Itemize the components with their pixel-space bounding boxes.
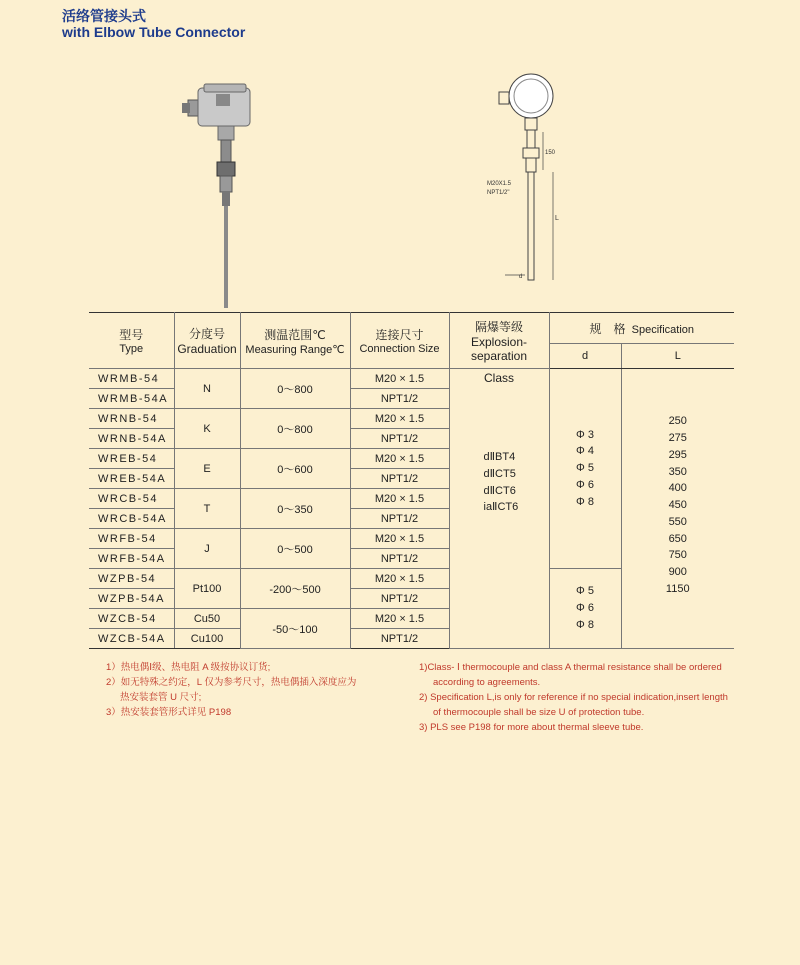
header-explosion: 隔爆等级 Explosion- separation: [449, 313, 549, 369]
header-range: 测温范围℃ Measuring Range℃: [240, 313, 350, 369]
range-cell: -50～100: [240, 609, 350, 649]
range-cell: -200～500: [240, 569, 350, 609]
connection-cell: M20 × 1.5: [350, 489, 449, 509]
type-cell: WRNB-54: [89, 409, 174, 429]
notes-cn: 1）热电偶Ⅰ级、热电阻 A 级按协议订货; 2）如无特殊之约定，L 仅为参考尺寸，热电偶插入深度应为 热安装套管 U 尺寸; 3）热安装套管形式详见 P198: [106, 662, 357, 718]
product-photo: [180, 70, 260, 310]
d-cell-group2: Φ 5 Φ 6 Φ 8: [549, 569, 621, 649]
type-cell: WZPB-54A: [89, 589, 174, 609]
type-cell: WRFB-54: [89, 529, 174, 549]
type-cell: WRNB-54A: [89, 429, 174, 449]
connection-cell: M20 × 1.5: [350, 529, 449, 549]
graduation-cell: E: [174, 449, 240, 489]
L-cell: 250 275 295 350 400 450 550 650 750 900 1150: [621, 369, 734, 649]
type-cell: WRMB-54: [89, 369, 174, 389]
connection-cell: NPT1/2: [350, 509, 449, 529]
header-graduation: 分度号 Graduation: [174, 313, 240, 369]
type-cell: WREB-54A: [89, 469, 174, 489]
type-cell: WZCB-54A: [89, 629, 174, 649]
header-d: d: [549, 344, 621, 369]
graduation-cell: N: [174, 369, 240, 409]
graduation-cell: Cu100: [174, 629, 240, 649]
dim-d-label: d: [519, 274, 523, 280]
explosion-cell: Class dⅡBT4 dⅡCT5 dⅡCT6 iaⅡCT6: [449, 369, 549, 649]
type-cell: WRFB-54A: [89, 549, 174, 569]
type-cell: WZCB-54: [89, 609, 174, 629]
page-title-cn: 活络管接头式: [62, 8, 146, 24]
page-title-en: with Elbow Tube Connector: [62, 24, 246, 40]
range-cell: 0～800: [240, 409, 350, 449]
thread-label-1: M20X1.5: [487, 181, 512, 187]
graduation-cell: J: [174, 529, 240, 569]
thread-label-2: NPT1/2": [487, 190, 510, 196]
connection-cell: M20 × 1.5: [350, 609, 449, 629]
connection-cell: M20 × 1.5: [350, 369, 449, 389]
type-cell: WRCB-54: [89, 489, 174, 509]
connection-cell: M20 × 1.5: [350, 409, 449, 429]
header-L: L: [621, 344, 734, 369]
graduation-cell: Cu50: [174, 609, 240, 629]
type-cell: WREB-54: [89, 449, 174, 469]
range-cell: 0～350: [240, 489, 350, 529]
range-cell: 0～600: [240, 449, 350, 489]
connection-cell: NPT1/2: [350, 389, 449, 409]
type-cell: WRMB-54A: [89, 389, 174, 409]
connection-cell: NPT1/2: [350, 469, 449, 489]
spec-table: [89, 312, 734, 649]
connection-cell: NPT1/2: [350, 429, 449, 449]
type-cell: WZPB-54: [89, 569, 174, 589]
type-cell: WRCB-54A: [89, 509, 174, 529]
connection-cell: NPT1/2: [350, 549, 449, 569]
dim-150-label: 150: [545, 150, 556, 156]
connection-cell: NPT1/2: [350, 589, 449, 609]
range-cell: 0～500: [240, 529, 350, 569]
connection-cell: M20 × 1.5: [350, 449, 449, 469]
dimension-drawing: [485, 70, 575, 285]
connection-cell: NPT1/2: [350, 629, 449, 649]
header-connection: 连接尺寸 Connection Size: [350, 313, 449, 369]
graduation-cell: K: [174, 409, 240, 449]
graduation-cell: Pt100: [174, 569, 240, 609]
d-cell-group1: Φ 3 Φ 4 Φ 5 Φ 6 Φ 8: [549, 369, 621, 569]
connection-cell: M20 × 1.5: [350, 569, 449, 589]
range-cell: 0～800: [240, 369, 350, 409]
graduation-cell: T: [174, 489, 240, 529]
dim-L-label: L: [555, 215, 559, 222]
header-type: 型号 Type: [89, 313, 174, 369]
notes-en: 1)Class- Ⅰ thermocouple and class A thermal resistance shall be ordered according to agreements. 2) Specification L,is only for reference if no special indication,insert length of thermocouple shall be size U of protection tube. 3) PLS see P198 for more about thermal sleeve tube.: [419, 662, 728, 733]
header-specification: 规 格 Specification: [549, 313, 734, 344]
